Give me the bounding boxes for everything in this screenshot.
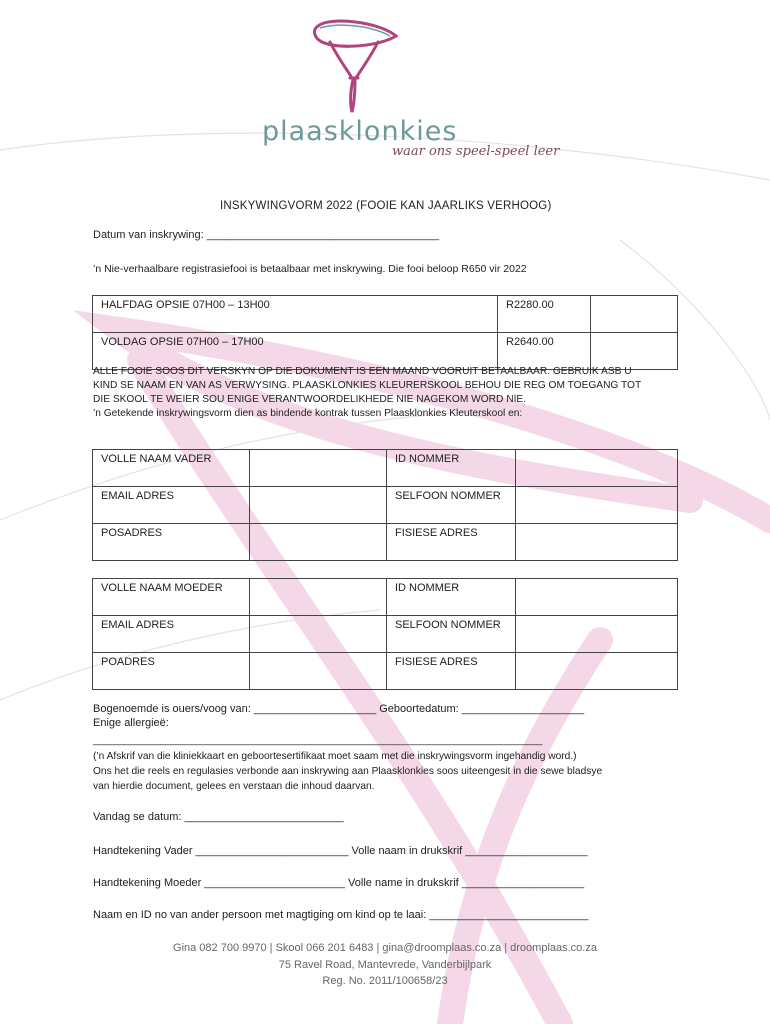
- table-row: [93, 450, 678, 487]
- field-value[interactable]: [516, 653, 678, 690]
- field-label: EMAIL ADRES: [93, 616, 250, 653]
- table-row: [93, 616, 678, 653]
- field-value[interactable]: [250, 450, 387, 487]
- note-line: Ons het die reels en regulasies verbonde aan inskrywing aan Plaasklonkies soos uiteengesit in die sewe bladsye: [93, 766, 603, 777]
- field-label: FISIESE ADRES: [387, 653, 516, 690]
- brand-tagline: waar ons speel-speel leer: [392, 144, 560, 159]
- field-value[interactable]: [516, 450, 678, 487]
- mother-details-table: [92, 578, 678, 690]
- field-value[interactable]: [250, 487, 387, 524]
- brand-name: plaasklonkies: [262, 116, 458, 147]
- fee-option-label: HALFDAG OPSIE 07H00 – 13H00: [93, 296, 498, 333]
- page-title: INSKYWINGVORM 2022 (FOOIE KAN JAARLIKS VERHOOG): [220, 200, 552, 212]
- table-row: [93, 333, 678, 370]
- field-value[interactable]: [516, 524, 678, 561]
- field-label: POADRES: [93, 653, 250, 690]
- notice-line: DIE SKOOL TE WEIER SOU ENIGE VERANTWOORDELIKHEDE NIE NAGEKOM WORD NIE.: [93, 394, 527, 405]
- field-value[interactable]: [516, 487, 678, 524]
- documents-note: [93, 749, 602, 794]
- field-value[interactable]: [250, 616, 387, 653]
- fee-option-select-cell[interactable]: [591, 296, 678, 333]
- footer-address: 75 Ravel Road, Mantevrede, Vanderbijlpark: [278, 959, 492, 971]
- field-value[interactable]: [516, 579, 678, 616]
- field-label: VOLLE NAAM MOEDER: [93, 579, 250, 616]
- fee-option-select-cell[interactable]: [591, 333, 678, 370]
- table-row: [93, 579, 678, 616]
- note-line: (’n Afskrif van die kliniekkaart en geboortesertifikaat moet saam met die inskrywingsvorm ingehandig word.): [93, 751, 577, 762]
- field-label: VOLLE NAAM VADER: [93, 450, 250, 487]
- footer-registration: Reg. No. 2011/100658/23: [322, 975, 448, 987]
- enrolment-date-line: Datum van inskrywing: ______________________________________: [93, 229, 440, 241]
- table-row: [93, 524, 678, 561]
- field-label: ID NOMMER: [387, 450, 516, 487]
- father-details-table: [92, 449, 678, 561]
- field-value[interactable]: [250, 524, 387, 561]
- hat-logo-icon: [300, 12, 410, 122]
- fee-option-amount: R2640.00: [498, 333, 591, 370]
- field-label: FISIESE ADRES: [387, 524, 516, 561]
- registration-fee-note: ’n Nie-verhaalbare registrasiefooi is betaalbaar met inskrywing. Die fooi beloop R650 vir 2022: [93, 263, 527, 275]
- field-label: SELFOON NOMMER: [387, 616, 516, 653]
- field-label: POSADRES: [93, 524, 250, 561]
- note-line: van hierdie document, gelees en verstaan die inhoud daarvan.: [93, 781, 375, 792]
- notice-line: ’n Getekende inskrywingsvorm dien as bindende kontrak tussen Plaasklonkies Kleuterskool en:: [93, 408, 523, 419]
- footer-contact: Gina 082 700 9970 | Skool 066 201 6483 | gina@droomplaas.co.za | droomplaas.co.za: [173, 942, 597, 954]
- table-row: [93, 653, 678, 690]
- field-label: ID NOMMER: [387, 579, 516, 616]
- allergies-input-line[interactable]: _______________________________________________________________________________________: [93, 735, 543, 746]
- table-row: [93, 487, 678, 524]
- fee-option-label: VOLDAG OPSIE 07H00 – 17H00: [93, 333, 498, 370]
- payment-notice: [93, 365, 641, 421]
- fees-table: [92, 295, 678, 370]
- mother-signature-line[interactable]: Handtekening Moeder _______________________ Volle name in drukskrif ____________________: [93, 877, 585, 889]
- notice-line: KIND SE NAAM EN VAN AS VERWYSING. PLAASKLONKIES KLEURERSKOOL BEHOU DIE REG OM TOEGANG TOT: [93, 380, 642, 391]
- allergies-label: Enige allergieë:: [93, 717, 169, 729]
- father-signature-line[interactable]: Handtekening Vader _________________________ Volle naam in drukskrif ____________________: [93, 845, 588, 857]
- field-value[interactable]: [516, 616, 678, 653]
- field-label: EMAIL ADRES: [93, 487, 250, 524]
- fee-option-amount: R2280.00: [498, 296, 591, 333]
- field-value[interactable]: [250, 653, 387, 690]
- notice-line: ALLE FOOIE SOOS DIT VERSKYN OP DIE DOKUMENT IS EEN MAAND VOORUIT BETAALBAAR. GEBRUIK ASB U: [93, 366, 632, 377]
- table-row: [93, 296, 678, 333]
- guardian-of-line[interactable]: Bogenoemde is ouers/voog van: ____________________ Geboortedatum: ____________________: [93, 703, 585, 715]
- field-label: SELFOON NOMMER: [387, 487, 516, 524]
- field-value[interactable]: [250, 579, 387, 616]
- authorised-person-line[interactable]: Naam en ID no van ander persoon met magtiging om kind op te laai: __________________________: [93, 909, 589, 921]
- today-date-line[interactable]: Vandag se datum: __________________________: [93, 811, 344, 823]
